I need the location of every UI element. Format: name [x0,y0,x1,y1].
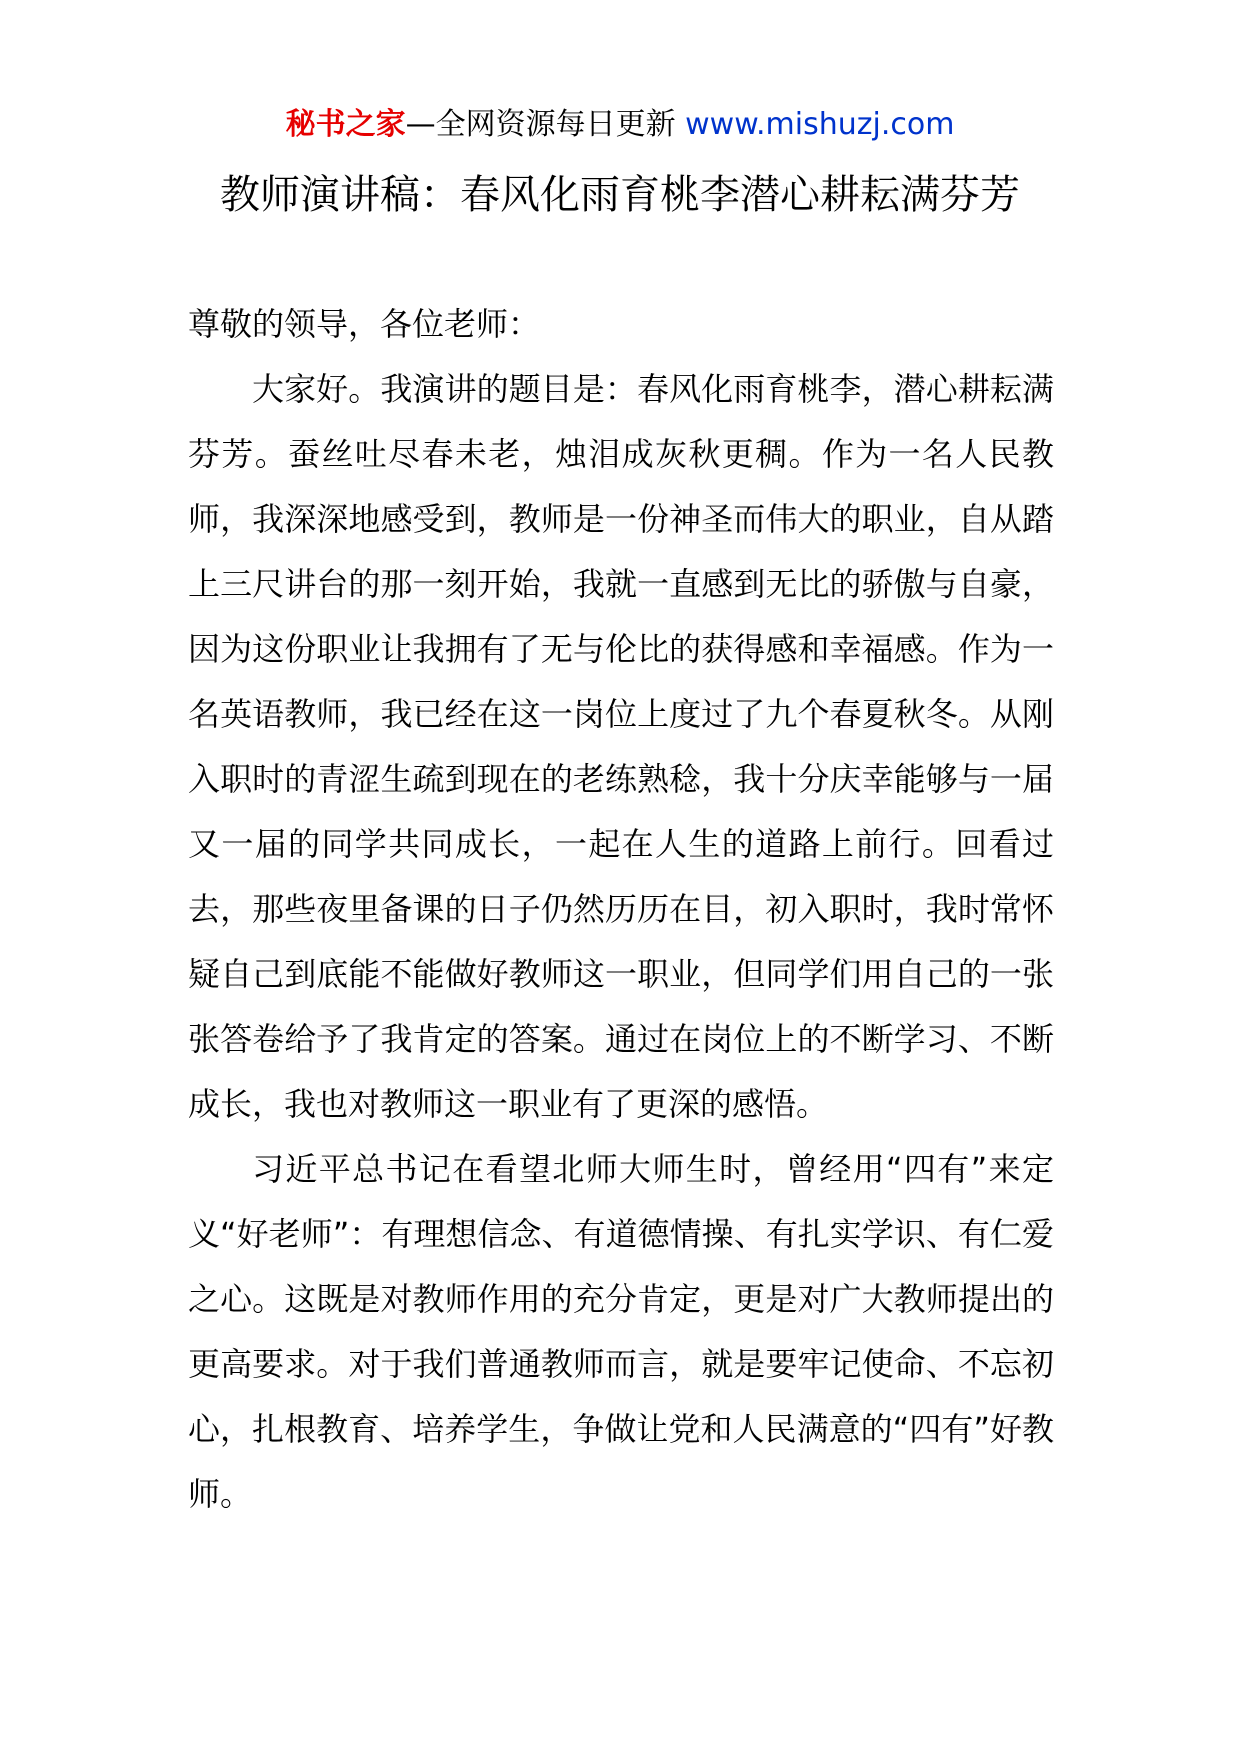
brand-name: 秘书之家 [285,107,406,142]
document-title: 教师演讲稿：春风化雨育桃李潜心耕耘满芬芳 [220,172,1020,218]
paragraph-1: 大家好。我演讲的题目是：春风化雨育桃李，潜心耕耘满芬芳。蚕丝吐尽春未老，烛泪成灰秋更稠。作为一名人民教师，我深深地感受到，教师是一份神圣而伟大的职业，自从踏上三尺讲台的那一刻开始，我就一直感到无比的骄傲与自豪，因为这份职业让我拥有了无与伦比的获得感和幸福感。作为一名英语教师，我已经在这一岗位上度过了九个春夏秋冬。从刚入职时的青涩生疏到现在的老练熟稔，我十分庆幸能够与一届又一届的同学共同成长，一起在人生的道路上前行。回看过去，那些夜里备课的日子仍然历历在目，初入职时，我时常怀疑自己到底能不能做好教师这一职业，但同学们用自己的一张张答卷给予了我肯定的答案。通过在岗位上的不断学习、不断成长，我也对教师这一职业有了更深的感悟。 [188,370,1054,1123]
header-tagline: —全网资源每日更新 [405,107,676,142]
salutation: 尊敬的领导，各位老师： [188,305,541,343]
paragraph-2: 习近平总书记在看望北师大师生时，曾经用“四有”来定义“好老师”：有理想信念、有道德情操、有扎实学识、有仁爱之心。这既是对教师作用的充分肯定，更是对广大教师提出的更高要求。对于我们普通教师而言，就是要牢记使命、不忘初心，扎根教育、培养学生，争做让党和人民满意的“四有”好教师。 [188,1150,1054,1513]
site-url-link[interactable]: www.mishuzj.com [685,107,955,142]
site-header [0,100,1240,150]
document-body [188,292,1054,1527]
